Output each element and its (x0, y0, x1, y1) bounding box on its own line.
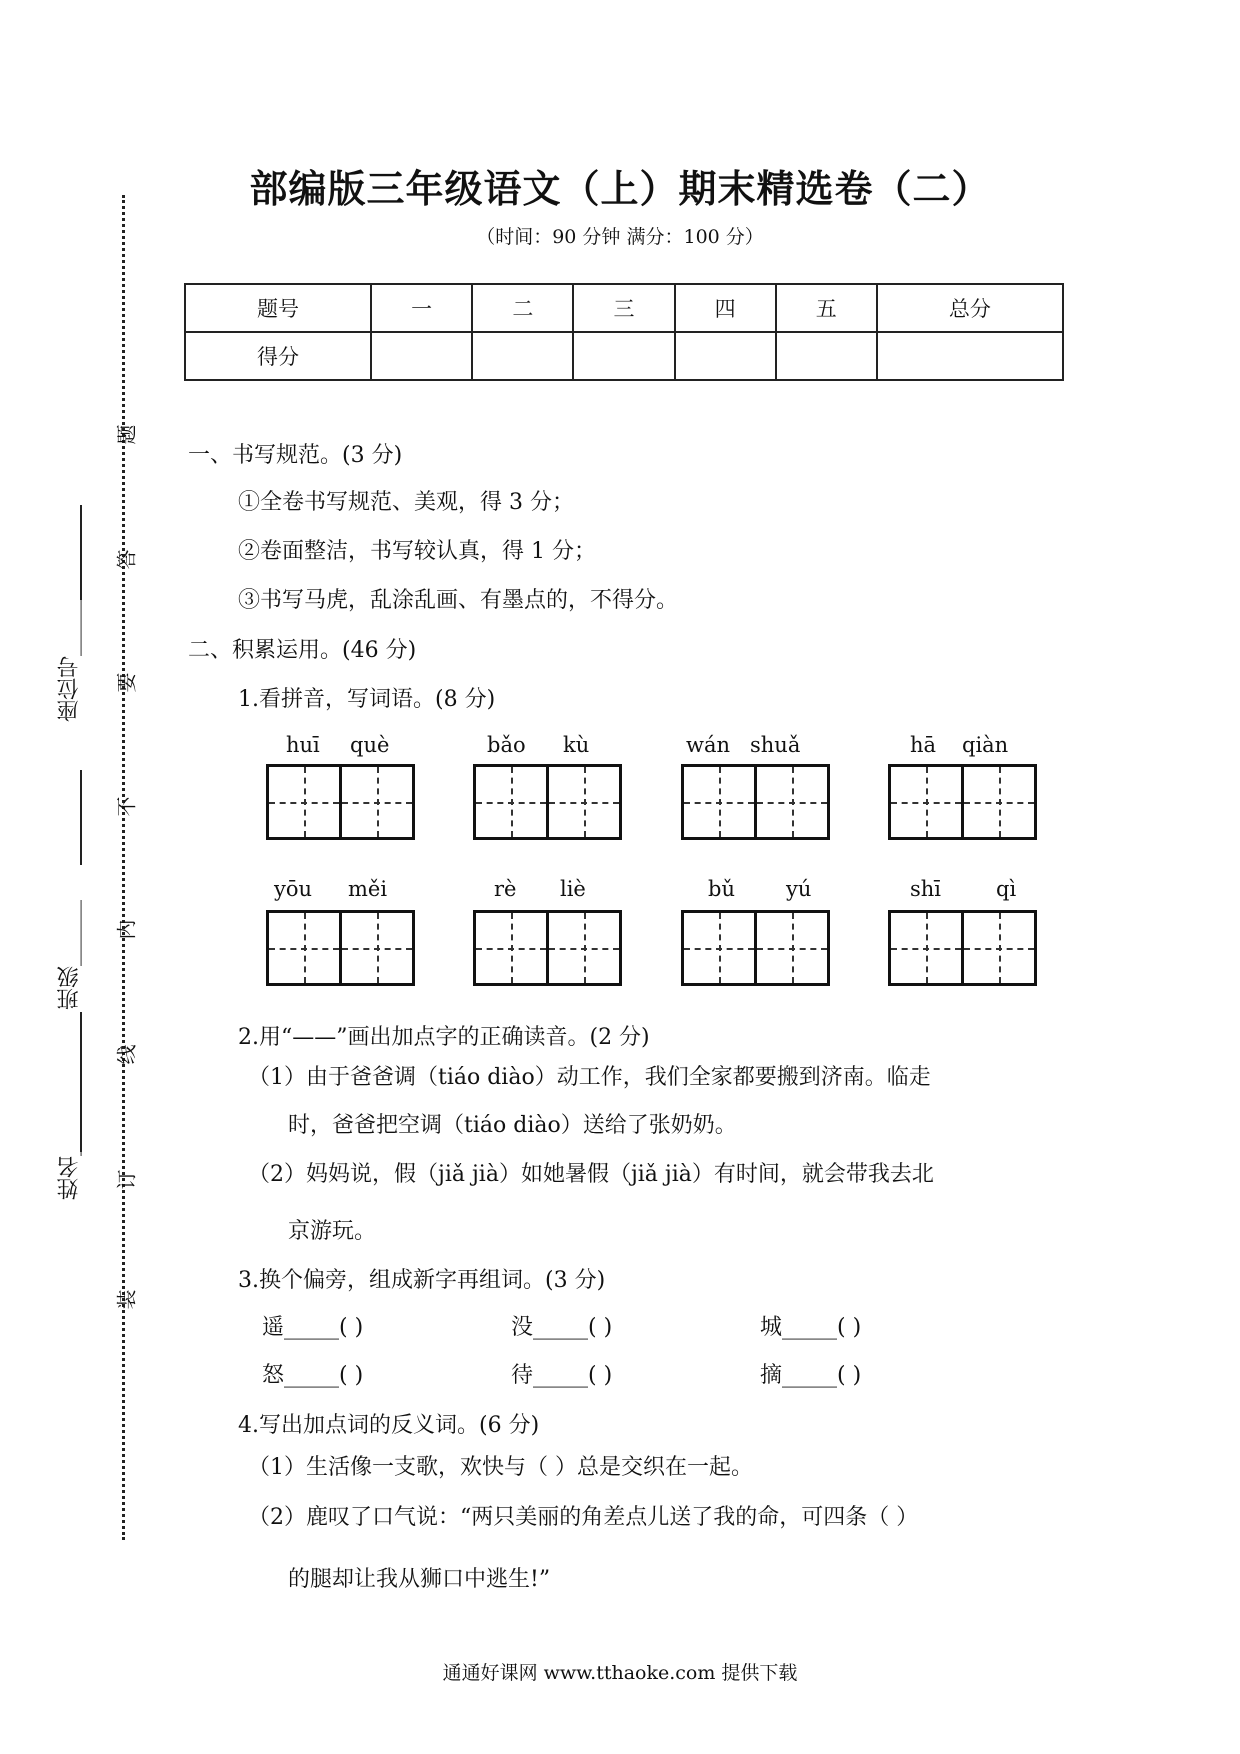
warning-char: 答 (114, 549, 139, 570)
class-blank-line (80, 770, 82, 865)
writing-box[interactable] (473, 910, 622, 986)
table-cell: 得分 (185, 332, 371, 380)
q4-sentence: （2）鹿叹了口气说：“两只美丽的角差点儿送了我的命，可四条（ ） (248, 1505, 919, 1530)
pinyin: huī (286, 733, 320, 757)
table-cell: 五 (776, 284, 877, 332)
pinyin: yú (786, 877, 812, 901)
section1-item: ②卷面整洁，书写较认真，得 1 分； (238, 539, 596, 564)
section2-heading: 二、积累运用。(46 分) (188, 638, 417, 663)
warning-char: 装 (114, 1289, 139, 1310)
warning-char: 内 (114, 919, 139, 940)
pinyin: qì (996, 877, 1017, 901)
q2-sentence: 京游玩。 (288, 1219, 377, 1244)
writing-box[interactable] (473, 764, 622, 840)
q3-blank[interactable]: 待_____( ) (511, 1363, 613, 1388)
pinyin: què (350, 733, 390, 757)
q4-sentence: （1）生活像一支歌，欢快与（ ）总是交织在一起。 (248, 1455, 753, 1480)
table-cell: 四 (675, 284, 776, 332)
name-label: 姓名______ (57, 1090, 82, 1200)
score-table (184, 283, 1064, 381)
class-label: 班级______ (57, 900, 82, 1010)
writing-box[interactable] (888, 910, 1037, 986)
page-title: 部编版三年级语文（上）期末精选卷（二） (249, 167, 991, 211)
footer-source: 通通好课网 www.tthaoke.com 提供下载 (442, 1662, 798, 1684)
writing-box[interactable] (266, 764, 415, 840)
q2-sentence: 时，爸爸把空调（tiáo diào）送给了张奶奶。 (288, 1113, 737, 1138)
writing-box[interactable] (681, 910, 830, 986)
exam-info: （时间：90 分钟 满分：100 分） (476, 226, 764, 248)
q3-blank[interactable]: 遥_____( ) (262, 1315, 364, 1340)
q3-blank[interactable]: 怒_____( ) (262, 1363, 364, 1388)
table-cell: 二 (472, 284, 573, 332)
score-table-score-row (185, 332, 1063, 380)
pinyin: shī (910, 877, 942, 901)
warning-char: 要 (114, 672, 139, 693)
pinyin: měi (348, 877, 388, 901)
seat-label: 座位号______ (57, 590, 82, 722)
q2-sentence: （2）妈妈说，假（jiǎ jià）如她暑假（jiǎ jià）有时间，就会带我去北 (248, 1162, 934, 1187)
score-input-cell[interactable] (675, 332, 776, 380)
pinyin: bǔ (708, 877, 735, 901)
section1-item: ①全卷书写规范、美观，得 3 分； (238, 490, 574, 515)
q4-sentence: 的腿却让我从狮口中逃生!” (288, 1567, 551, 1592)
q3-blank[interactable]: 城_____( ) (760, 1315, 862, 1340)
q4-prompt: 4.写出加点词的反义词。(6 分) (238, 1413, 540, 1438)
score-input-cell[interactable] (371, 332, 472, 380)
q1-prompt: 1.看拼音，写词语。(8 分) (238, 687, 496, 712)
table-cell: 一 (371, 284, 472, 332)
writing-box[interactable] (681, 764, 830, 840)
score-input-cell[interactable] (573, 332, 674, 380)
pinyin: bǎo (487, 733, 526, 757)
seat-blank-line (80, 505, 82, 600)
score-table-header-row (185, 284, 1063, 332)
warning-char: 不 (114, 796, 139, 817)
warning-char: 题 (114, 424, 139, 445)
section1-item: ③书写马虎，乱涂乱画、有墨点的，不得分。 (238, 588, 679, 613)
pinyin: hā (910, 733, 937, 757)
binding-dotted-line (122, 195, 125, 1540)
table-cell: 总分 (877, 284, 1063, 332)
q3-prompt: 3.换个偏旁，组成新字再组词。(3 分) (238, 1268, 606, 1293)
table-cell: 三 (573, 284, 674, 332)
score-input-cell[interactable] (776, 332, 877, 380)
section1-heading: 一、书写规范。(3 分) (188, 443, 403, 468)
writing-box[interactable] (888, 764, 1037, 840)
pinyin: shuǎ (750, 733, 801, 757)
score-input-cell[interactable] (877, 332, 1063, 380)
writing-box[interactable] (266, 910, 415, 986)
q3-blank[interactable]: 摘_____( ) (760, 1363, 862, 1388)
name-blank-line (80, 1012, 82, 1152)
warning-char: 线 (114, 1044, 139, 1065)
pinyin: liè (560, 877, 586, 901)
score-input-cell[interactable] (472, 332, 573, 380)
pinyin: wán (686, 733, 731, 757)
q2-sentence: （1）由于爸爸调（tiáo diào）动工作，我们全家都要搬到济南。临走 (248, 1065, 931, 1090)
pinyin: qiàn (962, 733, 1009, 757)
pinyin: rè (494, 877, 517, 901)
pinyin: yōu (274, 877, 313, 901)
q3-blank[interactable]: 没_____( ) (511, 1315, 613, 1340)
table-cell: 题号 (185, 284, 371, 332)
q2-prompt: 2.用“——”画出加点字的正确读音。(2 分) (238, 1025, 650, 1050)
pinyin: kù (563, 733, 590, 757)
warning-char: 订 (114, 1169, 139, 1190)
